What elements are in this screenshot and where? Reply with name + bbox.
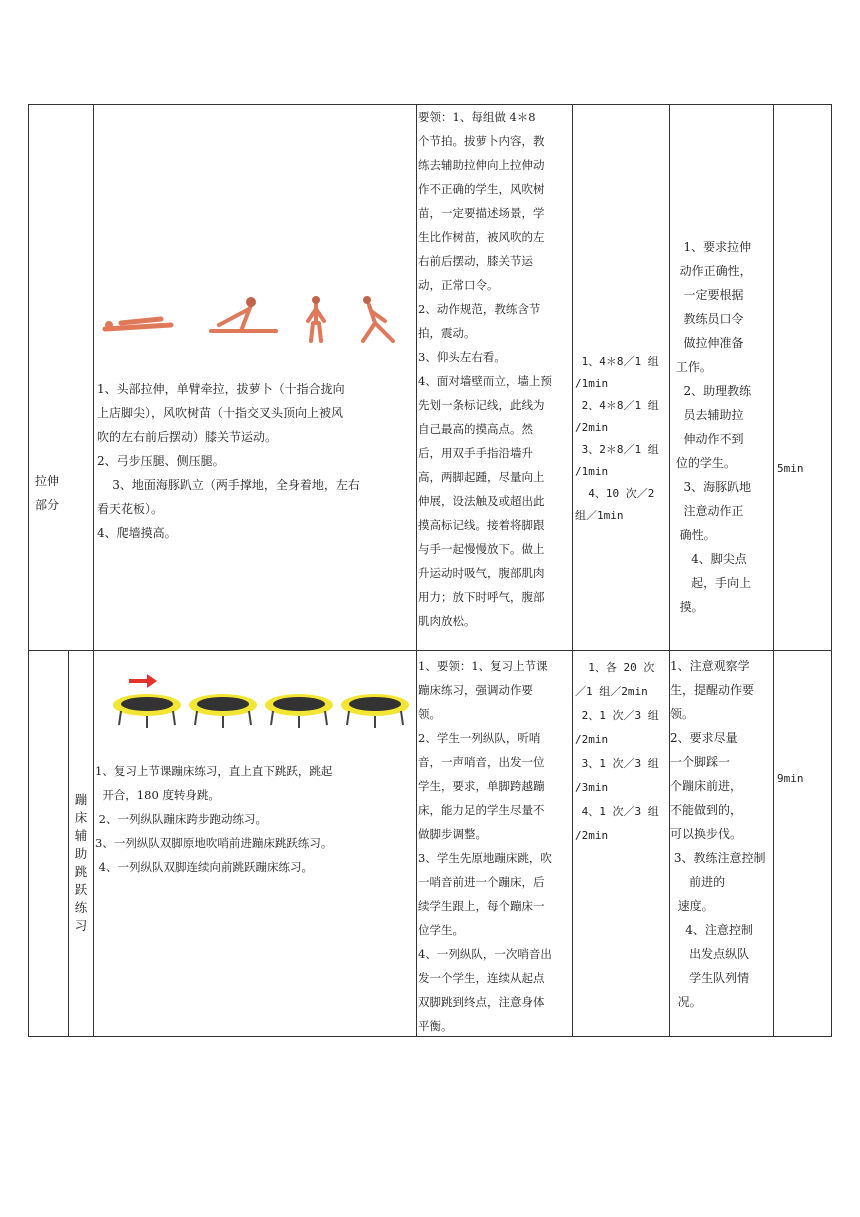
stretch-method-text: 1、头部拉伸，单臂牵拉，拔萝卜（十指合拢向 上店脚尖），风吹树苗（十指交叉头顶向上被风 吹的左右前后摆动）膝关节运动。 2、弓步压腿、侧压腿。 3、地面海豚趴立（两手撑地，全身着地，左右 看天花板）。 4、爬墙摸高。	[97, 382, 360, 540]
trampoline-key-points: 1、要领：1、复习上节课 蹦床练习，强调动作要 领。 2、学生一列纵队，听哨 音，一声哨音，出发一位 学生，要求，单脚跨越蹦 床，能力足的学生尽量不 做脚步调整。 3、学生先原地蹦床跳，吹 一哨音前进一个蹦床，后 续学生跟上，每个蹦床一 位学生。 4、一列纵队，一次哨音出 发一个学生，连续从起点 双脚跳到终点，注意身体 平衡。	[418, 659, 552, 1033]
figure-head	[312, 296, 320, 304]
trampoline-section-label: 蹦床辅助跳跃练习	[74, 792, 88, 933]
grid-line	[416, 105, 417, 1036]
grid-line	[93, 105, 94, 1036]
trampoline-icon	[189, 694, 257, 728]
grid-line	[68, 650, 69, 1036]
stretch-key-points: 要领：1、每组做 4＊8 个节拍。拔萝卜内容，教 练去辅助拉伸向上拉伸动 作不正确的学生，风吹树 苗，一定要描述场景，学 生比作树苗，被风吹的左 右前后摆动，膝关节运 动，正常口令。 2、动作规范，教练含节 拍，震动。 3、仰头左右看。 4、面对墙壁而立，墙上预 先划一条标记线，此线为 自己最高的摸高点。然 后，用双手手指沿墙升 高，两脚起踵，尽量向上 伸展，设法触及或超出此 摸高标记线。接着将脚跟 与手一起慢慢放下。做上 升运动时吸气，腹部肌肉 用力；放下时呼气，腹部 肌肉放松。	[418, 110, 552, 628]
row-divider	[29, 650, 831, 651]
trampoline-time: 9min	[777, 772, 804, 785]
stretch-sets: 1、4＊8／1 组 /1min 2、4＊8／1 组 /2min 3、2＊8／1 组 /1min 4、10 次／2 组／1min	[575, 355, 659, 522]
trampoline-sets: 1、各 20 次 ／1 组／2min 2、1 次／3 组 /2min 3、1 次／3 组 /3min 4、1 次／3 组 /2min	[575, 661, 659, 842]
direction-arrow-icon	[129, 674, 157, 688]
stretch-requirements: 1、要求拉伸 动作正确性， 一定要根据 教练员口令 做拉伸准备 工作。 2、助理教练 员去辅助拉 伸动作不到 位的学生。 3、海豚趴地 注意动作正 确性。 4、脚尖点 起，手向上 摸。	[675, 240, 752, 614]
stretch-time: 5min	[777, 462, 804, 475]
stretch-illustration	[101, 293, 411, 345]
lesson-plan-table	[28, 104, 832, 1037]
figure-head	[363, 296, 371, 304]
trampoline-icon	[113, 694, 181, 728]
figure-head	[246, 297, 256, 307]
trampoline-illustration	[101, 671, 413, 731]
trampoline-icon	[265, 694, 333, 728]
figure-head	[105, 321, 113, 329]
trampoline-requirements: 1、注意观察学 生，提醒动作要 领。 2、要求尽量 一个脚踩一 个蹦床前进， 不能做到的， 可以换步伐。 3、教练注意控制 前进的 速度。 4、注意控制 出发点纵队 学生队列情 况。	[670, 659, 766, 1009]
standing-figure	[308, 305, 324, 341]
grid-line	[773, 105, 774, 1036]
stretch-section-label: 拉伸 部分	[35, 474, 60, 512]
trampoline-icon	[341, 694, 409, 728]
seated-stretch-figure	[211, 305, 276, 331]
grid-line	[572, 105, 573, 1036]
lunge-figure	[363, 305, 393, 341]
lying-stretch-figure	[105, 319, 171, 329]
trampoline-method-text: 1、复习上节课蹦床练习，直上直下跳跃，跳起 开合，180 度转身跳。 2、一列纵队蹦床跨步跑动练习。 3、一列纵队双脚原地吹哨前进蹦床跳跃练习。 4、一列纵队双脚连续向前跳跃蹦床练习。	[95, 764, 333, 874]
